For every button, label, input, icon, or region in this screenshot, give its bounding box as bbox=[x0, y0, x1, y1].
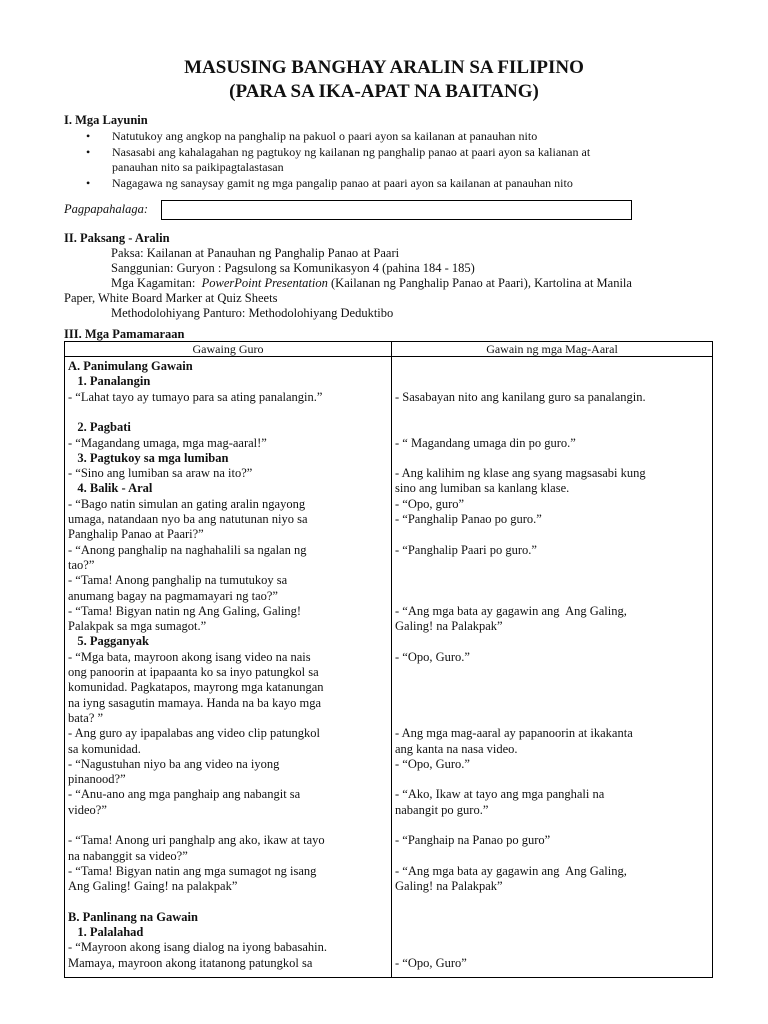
layunin-list bbox=[64, 129, 664, 191]
guro-line: tao?” bbox=[68, 557, 95, 572]
mag-aaral-line: - “ Magandang umaga din po guro.” bbox=[395, 435, 576, 450]
guro-line: - “Mayroon akong isang dialog na iyong babasahin. bbox=[68, 940, 327, 955]
mag-aaral-line: - Sasabayan nito ang kanilang guro sa panalangin. bbox=[395, 389, 646, 404]
sanggunian-line: Sanggunian: Guryon : Pagsulong sa Komunikasyon 4 (pahina 184 - 185) bbox=[111, 261, 475, 275]
guro-line: - “Tama! Bigyan natin ang mga sumagot ng isang bbox=[68, 863, 317, 878]
metodolohiya-line: Methodolohiyang Panturo: Methodolohiyang Deduktibo bbox=[111, 306, 394, 320]
guro-line: sa komunidad. bbox=[68, 741, 141, 756]
layunin-item: • Nasasabi ang kahalagahan ng pagtukoy ng kailanan ng panghalip panao at paari ayon sa kalianan at bbox=[64, 145, 664, 161]
mag-aaral-line: - “Ako, Ikaw at tayo ang mga panghali na bbox=[395, 787, 605, 802]
column-header-guro: Gawaing Guro bbox=[65, 342, 392, 357]
layunin-item: • Nagagawa ng sanaysay gamit ng mga pangalip panao at paari ayon sa kailanan at panauhan nito bbox=[64, 176, 664, 192]
mag-aaral-line: Galing! na Palakpak” bbox=[395, 619, 503, 634]
guro-section-heading: 5. Pagganyak bbox=[68, 634, 149, 649]
guro-line: - “Anong panghalip na naghahalili sa ngalan ng bbox=[68, 542, 307, 557]
mag-aaral-line: nabangit po guro.” bbox=[395, 802, 489, 817]
mag-aaral-line: - “Opo, Guro.” bbox=[395, 756, 470, 771]
layunin-item-text: panauhan nito sa paikipagtalastasan bbox=[112, 160, 284, 174]
kagamitan-label: Mga Kagamitan: bbox=[111, 276, 202, 290]
guro-line: - “Tama! Anong panghalip na tumutukoy sa bbox=[68, 573, 288, 588]
pamamaraan-table bbox=[64, 341, 713, 978]
guro-section-heading: 4. Balik - Aral bbox=[68, 481, 153, 496]
layunin-heading: I. Mga Layunin bbox=[64, 113, 148, 127]
kagamitan-line2: Paper, White Board Marker at Quiz Sheets bbox=[64, 291, 278, 305]
pagpapahalaga-box[interactable] bbox=[161, 200, 632, 220]
mag-aaral-line: Galing! na Palakpak” bbox=[395, 879, 503, 894]
mag-aaral-line: - Ang kalihim ng klase ang syang magsasabi kung bbox=[395, 466, 646, 481]
guro-section-heading: B. Panlinang na Gawain bbox=[68, 909, 198, 924]
guro-line: - Ang guro ay ipapalabas ang video clip patungkol bbox=[68, 726, 321, 741]
mag-aaral-line: - “Ang mga bata ay gagawin ang Ang Galing, bbox=[395, 863, 627, 878]
guro-lines bbox=[65, 357, 391, 977]
pamamaraan-heading: III. Mga Pamamaraan bbox=[64, 327, 185, 341]
pagpapahalaga-label: Pagpapahalaga: bbox=[64, 202, 149, 216]
mag-aaral-line: - “Opo, Guro” bbox=[395, 955, 467, 970]
guro-line: Ang Galing! Gaing! na palakpak” bbox=[68, 879, 238, 894]
guro-line: - “Bago natin simulan an gating aralin ngayong bbox=[68, 496, 306, 511]
mag-aaral-cell bbox=[392, 357, 713, 978]
guro-line: Panghalip Panao at Paari?” bbox=[68, 527, 204, 542]
kagamitan-italic: PowerPoint Presentation bbox=[201, 276, 328, 290]
mag-aaral-lines bbox=[392, 357, 712, 977]
mag-aaral-line: - “Panghalip Panao po guro.” bbox=[395, 512, 542, 526]
document-title-line2: (PARA SA IKA-APAT NA BAITANG) bbox=[229, 81, 539, 102]
kagamitan-rest: (Kailanan ng Panghalip Panao at Paari), Kartolina at Manila bbox=[327, 276, 632, 290]
mag-aaral-line: - Ang mga mag-aaral ay papanoorin at ikakanta bbox=[395, 726, 633, 741]
guro-section-heading: 3. Pagtukoy sa mga lumiban bbox=[68, 450, 229, 465]
guro-line: - “Tama! Anong uri panghalp ang ako, ikaw at tayo bbox=[68, 833, 325, 848]
guro-section-heading: A. Panimulang Gawain bbox=[68, 359, 193, 373]
guro-line: - “Lahat tayo ay tumayo para sa ating panalangin.” bbox=[68, 389, 323, 404]
guro-cell bbox=[65, 357, 392, 978]
mag-aaral-line: - “Opo, guro” bbox=[395, 496, 465, 511]
layunin-item: • Natutukoy ang angkop na panghalip na pakuol o paari ayon sa kailanan at panauhan nito bbox=[64, 129, 664, 145]
layunin-item-continuation bbox=[64, 160, 664, 176]
kagamitan-line bbox=[111, 276, 632, 292]
guro-line: anumang bagay na pagmamayari ng tao?” bbox=[68, 588, 278, 603]
guro-section-heading: 2. Pagbati bbox=[68, 420, 131, 435]
guro-line: na iyng sasagutin mamaya. Handa na ba kayo mga bbox=[68, 695, 322, 710]
guro-line: pinanood?” bbox=[68, 772, 126, 787]
mag-aaral-line: ang kanta na nasa video. bbox=[395, 741, 518, 756]
guro-line: bata? ” bbox=[68, 710, 104, 725]
mag-aaral-line: - “Opo, Guro.” bbox=[395, 649, 470, 664]
guro-line: ong panoorin at ipapaanta ko sa inyo patungkol sa bbox=[68, 665, 319, 679]
guro-line: Mamaya, mayroon akong itatanong patungkol sa bbox=[68, 955, 313, 970]
paksa-line: Paksa: Kailanan at Panauhan ng Panghalip Panao at Paari bbox=[111, 246, 400, 260]
document-title-line1: MASUSING BANGHAY ARALIN SA FILIPINO bbox=[184, 57, 584, 78]
guro-line: na nabanggit sa video?” bbox=[68, 848, 188, 863]
guro-line: - “Tama! Bigyan natin ng Ang Galing, Galing! bbox=[68, 603, 302, 618]
guro-line: umaga, natandaan nyo ba ang natutunan niyo sa bbox=[68, 512, 308, 526]
guro-line: - “Nagustuhan niyo ba ang video na iyong bbox=[68, 756, 280, 771]
guro-line: - “Sino ang lumiban sa araw na ito?” bbox=[68, 466, 253, 481]
mag-aaral-line: - “Panghalip Paari po guro.” bbox=[395, 542, 537, 557]
guro-line: - “Magandang umaga, mga mag-aaral!” bbox=[68, 435, 267, 450]
mag-aaral-line: sino ang lumiban sa kanlang klase. bbox=[395, 481, 570, 496]
mag-aaral-line: - “Ang mga bata ay gagawin ang Ang Galing, bbox=[395, 603, 627, 618]
column-header-mag-aaral: Gawain ng mga Mag-Aaral bbox=[392, 342, 713, 357]
guro-line: Palakpak sa mga sumagot.” bbox=[68, 619, 207, 634]
mag-aaral-line: - “Panghaip na Panao po guro” bbox=[395, 833, 551, 848]
guro-line: komunidad. Pagkatapos, mayrong mga katanungan bbox=[68, 680, 324, 695]
guro-line: video?” bbox=[68, 802, 107, 817]
guro-section-heading: 1. Panalangin bbox=[68, 374, 151, 389]
guro-line: - “Anu-ano ang mga panghaip ang nabangit sa bbox=[68, 787, 301, 802]
guro-line: - “Mga bata, mayroon akong isang video na nais bbox=[68, 649, 311, 664]
guro-section-heading: 1. Palalahad bbox=[68, 925, 144, 940]
paksang-aralin-heading: II. Paksang - Aralin bbox=[64, 231, 170, 245]
